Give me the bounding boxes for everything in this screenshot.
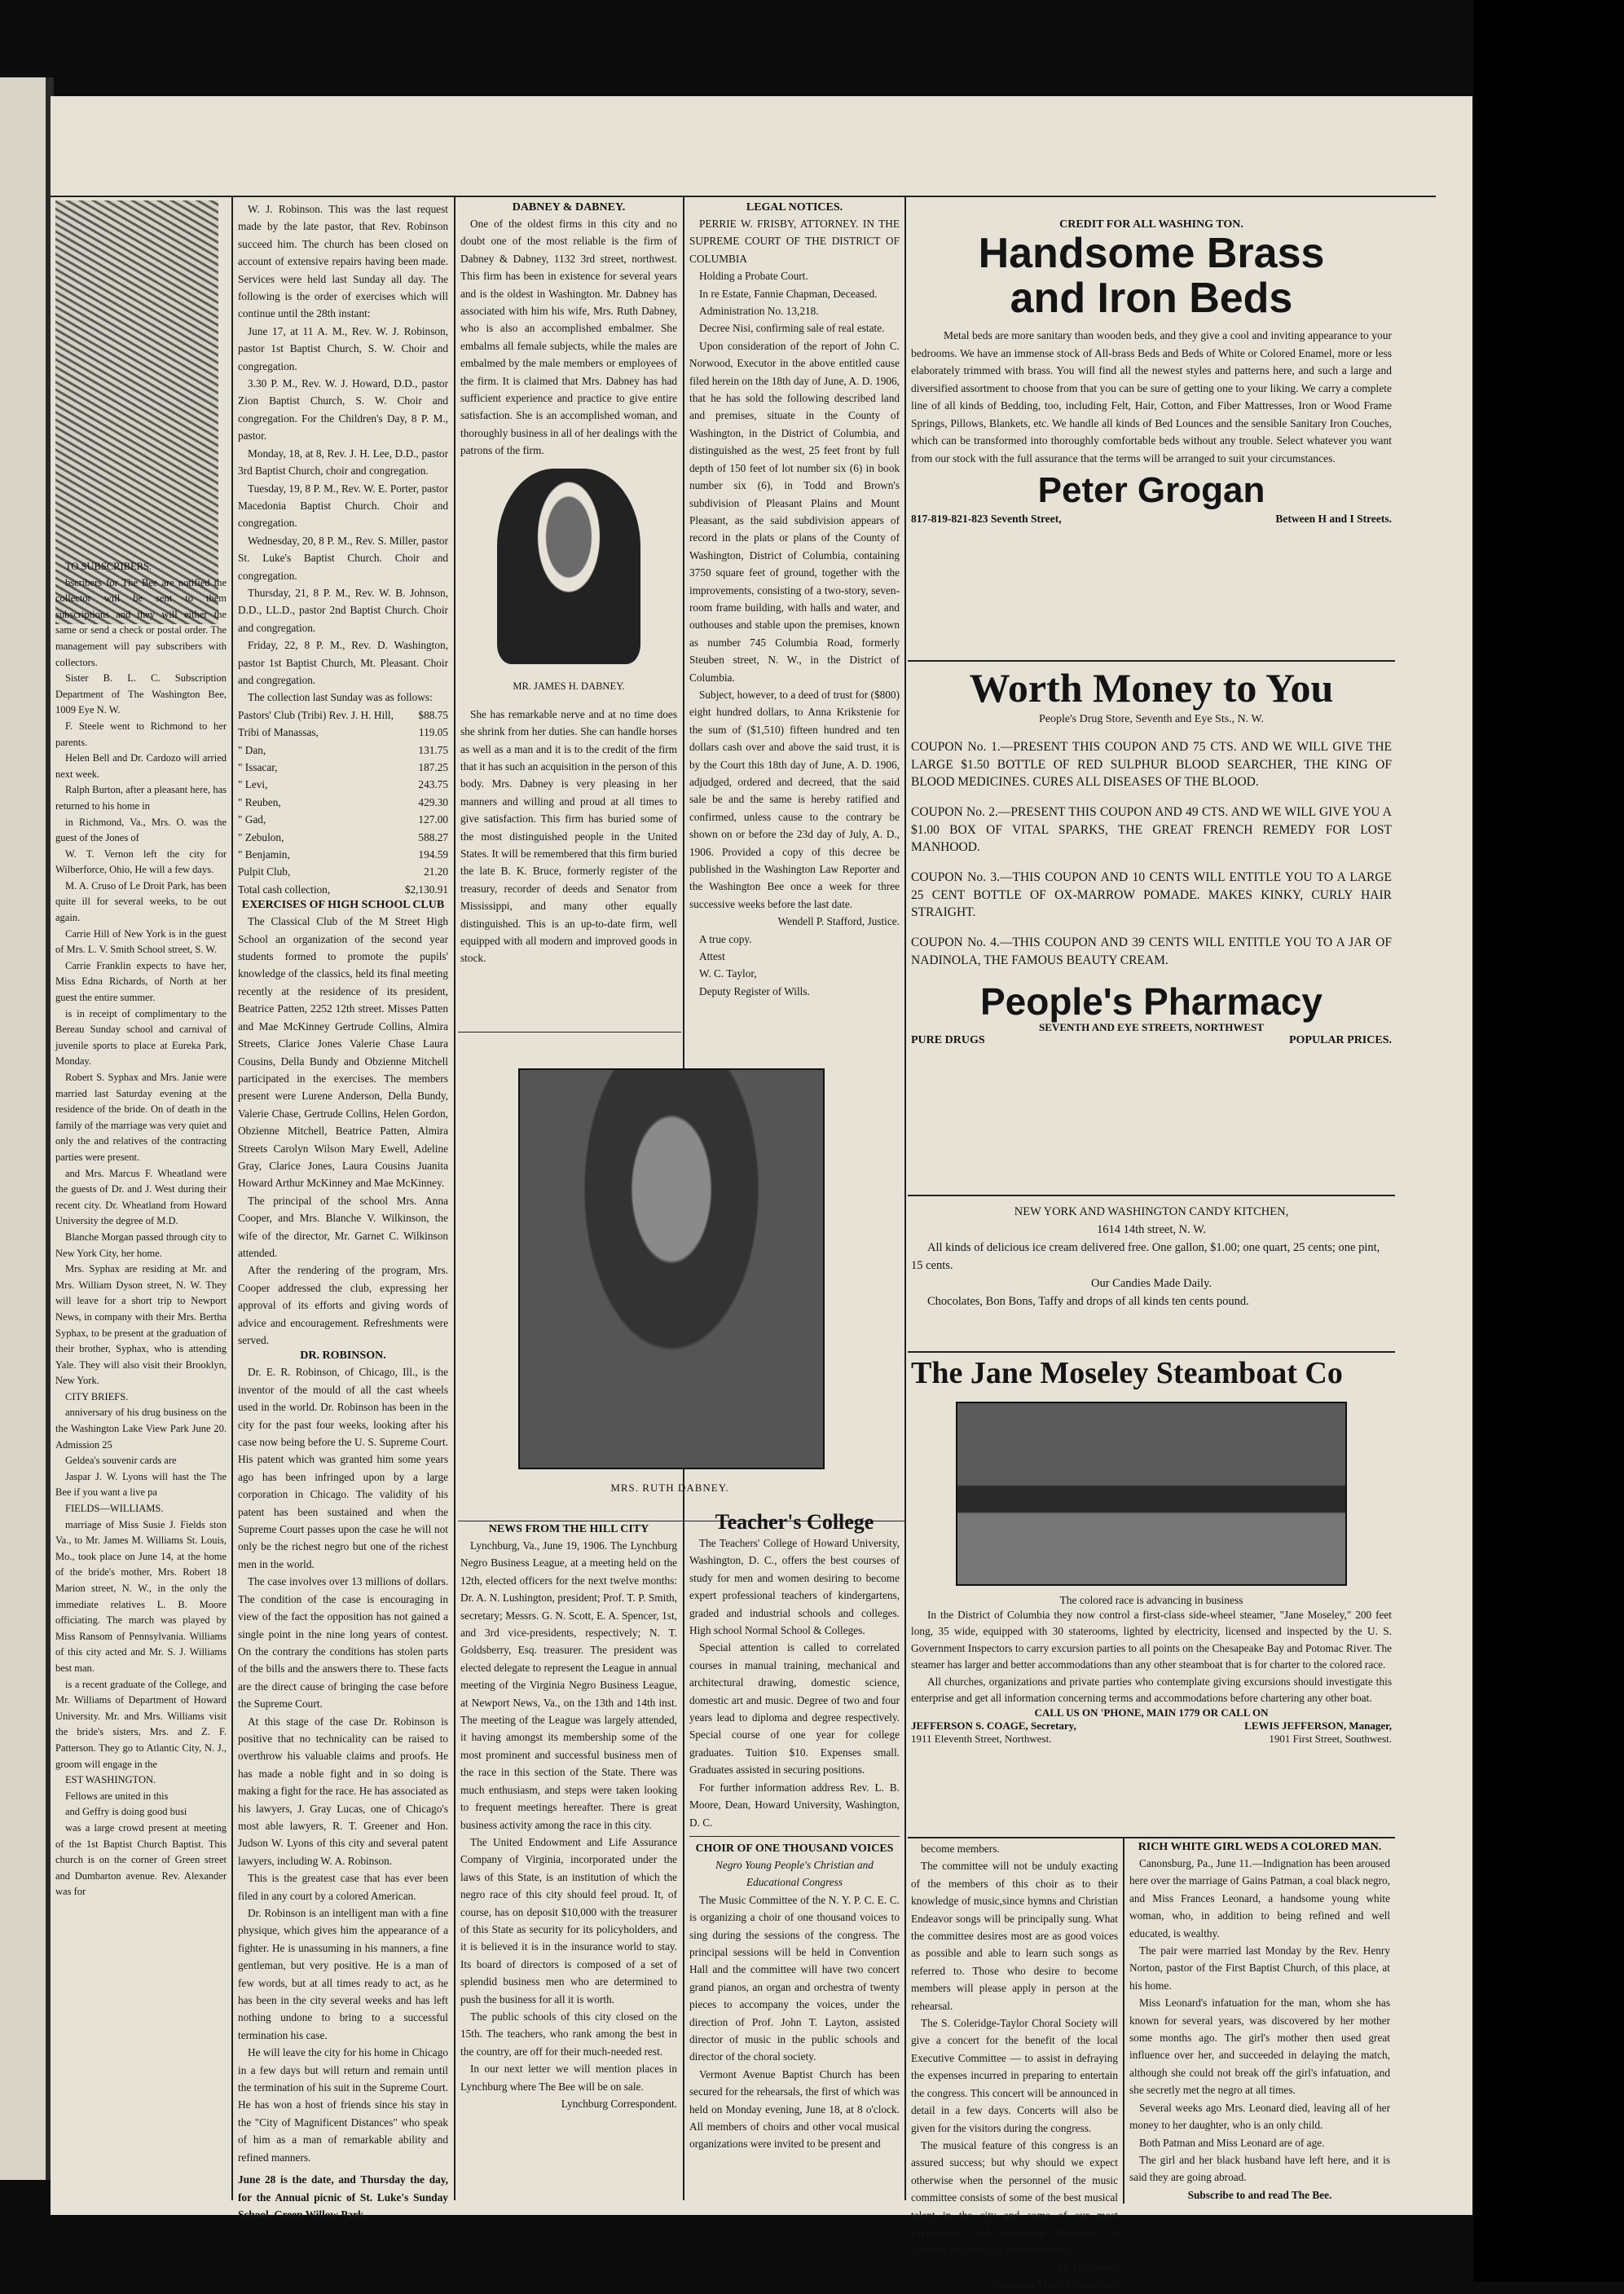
table-row (238, 846, 448, 863)
paragraph: anniversary of his drug business on the the Washington Lake View Park June 20. Admission 25 (55, 1407, 227, 1451)
paragraph: Tuesday, 19, 8 P. M., Rev. W. E. Porter, pastor Macedonia Baptist Church. Choir and congregation. (238, 482, 448, 530)
paragraph: In re Estate, Fannie Chapman, Deceased. (699, 287, 878, 300)
collection-amount: 119.05 (418, 726, 448, 739)
table-row (238, 794, 448, 811)
ad-steamboat-secretary-address: 1911 Eleventh Street, Northwest. (911, 1733, 1052, 1746)
attest-line: Attest (699, 950, 725, 963)
collection-amount: 21.20 (424, 865, 448, 878)
attest-line: Deputy Register of Wills. (699, 984, 810, 997)
choir-subheading: Negro Young People's Christian and Educational Congress (715, 1858, 874, 1889)
ad-rule (908, 1351, 1395, 1353)
paragraph: The committee will not be unduly exacting of the members of this choir as to their knowledge of music,since hymns and Christian Endeavor songs will be principally sung. What the committee desires most are as good voices as possible and able to learn such songs as referred to. Those who desire to become members will please apply in person at the rehearsal. (911, 1860, 1118, 2012)
table-row (238, 863, 448, 880)
ad-steamboat (911, 1358, 1392, 1830)
heading-choir: CHOIR OF ONE THOUSAND VOICES (695, 1842, 894, 1855)
ad-beds-title-line2: and Iron Beds (1010, 274, 1293, 322)
attest-line: A true copy. (699, 932, 752, 945)
ad-brass-beds (911, 218, 1392, 638)
paragraph: After the rendering of the program, Mrs. Cooper addressed the club, expressing her approval of its efforts and giving words of advice and encouragement. Refreshments were served. (238, 1264, 448, 1346)
ad-beds-cross-streets: Between H and I Streets. (1275, 513, 1392, 526)
collection-label: Tribi of Manassas, (238, 726, 319, 739)
ad-pharmacy-prices: POPULAR PRICES. (1288, 1033, 1392, 1046)
coupon: COUPON No. 2.—PRESENT THIS COUPON AND 49 CTS. AND WE WILL GIVE YOU A $1.00 BOX OF VITAL SPARKS, THE GREAT FRENCH REMEDY FOR LOST MANHOOD. (911, 805, 1392, 854)
column-rule (454, 196, 456, 2200)
column-4-lower (689, 1510, 900, 2211)
newspaper-page (51, 96, 1472, 2292)
paragraph: Carrie Franklin expects to have her, Miss Edna Richards, of North at her guest the entire summer. (55, 959, 227, 1004)
heading-teachers-college: Teacher's College (715, 1510, 874, 1534)
paragraph: PERRIE W. FRISBY, ATTORNEY. IN THE SUPREME COURT OF THE DISTRICT OF COLUMBIA (689, 218, 900, 265)
heading-hill-city: NEWS FROM THE HILL CITY (488, 1523, 649, 1535)
collection-label: Pulpit Club, (238, 865, 291, 878)
steamboat-photo (956, 1402, 1347, 1586)
ad-steamboat-manager: LEWIS JEFFERSON, Manager, (1244, 1719, 1392, 1733)
paragraph: The Teachers' College of Howard University, Washington, D. C., offers the best courses of study for men and women desiring to become expert professional teachers of kindergartens, graded and industrial schools and colleges. High school Normal School & Colleges. (689, 1537, 900, 1637)
signature-line: W. H. Conner (1058, 2261, 1118, 2274)
paragraph: Blanche Morgan passed through city to New York City, her home. (55, 1231, 227, 1259)
paragraph: Geldea's souvenir cards are (65, 1455, 177, 1467)
subscribe-footer: Subscribe to and read The Bee. (1187, 2188, 1332, 2201)
paragraph: Decree Nisi, confirming sale of real estate. (699, 322, 885, 335)
ad-beds-title-line1: Handsome Brass (978, 230, 1325, 277)
portrait-caption: MR. JAMES H. DABNEY. (513, 680, 625, 692)
collection-label: Total cash collection, (238, 883, 331, 896)
ad-steamboat-secretary: JEFFERSON S. COAGE, Secretary, (911, 1719, 1076, 1733)
collection-amount: $2,130.91 (404, 883, 448, 896)
paragraph: CITY BRIEFS. (65, 1390, 129, 1402)
table-row (238, 811, 448, 828)
table-row (238, 776, 448, 793)
collection-label: " Gad, (238, 813, 266, 826)
ad-pharmacy-pure-drugs: PURE DRUGS (911, 1033, 985, 1046)
collection-amount: 429.30 (418, 795, 448, 808)
table-row (238, 724, 448, 741)
paragraph: W. J. Robinson. This was the last request made by the late pastor, that Rev. Robinson succeed him. The church has been closed on account of extensive repairs having been made. Services were held last Sunday all day. The following is the order of exercises which will continue until the 28th instant: (238, 203, 448, 320)
paragraph: W. T. Vernon left the city for Wilberforce, Ohio, He will a few days. (55, 848, 227, 876)
ad-steamboat-call: CALL US ON 'PHONE, MAIN 1779 OR CALL ON (1034, 1706, 1269, 1719)
justice-signature: Wendell P. Stafford, Justice. (777, 915, 900, 928)
column-4 (689, 200, 900, 1097)
scan-background (1473, 0, 1624, 2282)
ad-candy-title: NEW YORK AND WASHINGTON CANDY KITCHEN, (1014, 1205, 1289, 1218)
column-rule (1123, 1837, 1124, 2204)
collection-label: " Issacar, (238, 761, 278, 773)
paragraph: Wednesday, 20, 8 P. M., Rev. S. Miller, pastor St. Luke's Baptist Church. Choir and congregation. (238, 534, 448, 582)
coupon: COUPON No. 3.—THIS COUPON AND 10 CENTS WILL ENTITLE YOU TO A LARGE 25 CENT BOTTLE OF OX-MARROW POMADE. MAKES KINKY, CURLY HAIR STRAIGHT. (911, 870, 1392, 919)
paragraph: Special attention is called to correlated courses in manual training, mechanical and architectural drawing, domestic science, domestic art and music. Degree of two and four years lead to diploma and degree respectively. Special course of one year for college graduates. Tuition $10. Expenses small. Graduates assisted in securing positions. (689, 1641, 900, 1777)
paragraph: This is the greatest case that has ever been filed in any court by a colored American. (238, 1872, 448, 1902)
heading-dabney: DABNEY & DABNEY. (512, 201, 626, 214)
paragraph: Miss Leonard's infatuation for the man, whom she has known for several years, was discovered by her mother some months ago. The girl's mother then used great influence over her, and succeeded in delaying the match, although she could not break off the girl's infatuation, and she secretly met the negro at all times. (1129, 1997, 1390, 2097)
heading-legal-notices: LEGAL NOTICES. (746, 201, 843, 214)
ad-candy-made-daily: Our Candies Made Daily. (1090, 1277, 1212, 1290)
column-6-lower (1129, 1840, 1390, 2207)
heading-exercises: EXERCISES OF HIGH SCHOOL CLUB (241, 899, 445, 912)
picnic-notice: June 28 is the date, and Thursday the day, for the Annual picnic of St. Luke's Sunday School. Green Willow Park. (238, 2173, 448, 2221)
paragraph: EST WASHINGTON. (65, 1774, 156, 1786)
ad-pharmacy-address: SEVENTH AND EYE STREETS, NORTHWEST (1039, 1020, 1264, 1033)
table-row (238, 742, 448, 759)
ad-rule (908, 1837, 1395, 1838)
paragraph: Jaspar J. W. Lyons will hast the The Bee if you want a live pa (55, 1470, 227, 1499)
collection-table (238, 707, 448, 898)
heading-dr-robinson: DR. ROBINSON. (300, 1350, 386, 1363)
paragraph: In our next letter we will mention places in Lynchburg where The Bee will be on sale. (460, 2063, 677, 2093)
paragraph: The pair were married last Monday by the Rev. Henry Norton, pastor of the First Baptist Church, of this place, at his home. (1129, 1944, 1390, 1992)
paragraph: Several weeks ago Mrs. Leonard died, leaving all of her money to her daughter, who is an only child. (1129, 2101, 1390, 2132)
table-row (238, 759, 448, 776)
coupon: COUPON No. 4.—THIS COUPON AND 39 CENTS WILL ENTITLE YOU TO A JAR OF NADINOLA, THE FAMOUS BEAUTY CREAM. (911, 936, 1392, 967)
ad-steamboat-subtitle: The colored race is advancing in business (1059, 1593, 1243, 1606)
column-1 (55, 559, 227, 2189)
paragraph: Fellows are united in this (65, 1790, 169, 1802)
collection-amount: 243.75 (418, 778, 448, 791)
paragraph: Dr. Robinson is an intelligent man with a fine physique, which gives him the appearance of a fighter. He is unassuming in his manners, a fine gentleman, but very positive. He is a man of few words, but at all times ready to act, as he has been in the city several weeks and has left nothing undone to bring to a successful termination his case. (238, 1907, 448, 2041)
photo-caption: MRS. RUTH DABNEY. (610, 1482, 729, 1494)
paragraph: Dr. E. R. Robinson, of Chicago, Ill., is the inventor of the mould of all the cast wheels used in the world. Dr. Robinson has been in the city for the past four weeks, looking after his case now being before the U. S. Supreme Court. His patent which was granted him some years ago has been infringed upon by a large corporation in Chicago. The validity of his patent has been sustained and when the Supreme Court passes upon the case he will not only be the richest negro but one of the richest men in the world. (238, 1366, 448, 1570)
paragraph: marriage of Miss Susie J. Fields ston Va., to Mr. James M. Williams St. Louis, Mo., took place on June 14, at the home of the bride's mother, Mrs. Robert 18 Marion street, N. W., in the only the immediate relatives L. B. Moore officiating. The march was played by Miss Ransom of Pennsylvania. Williams of this city acted and Mr. S. J. Williams best man. (55, 1518, 227, 1674)
paragraph: TO SUBSCRIBERS. (65, 561, 152, 572)
portrait-james-dabney (497, 469, 640, 664)
coupon: COUPON No. 1.—PRESENT THIS COUPON AND 75 CTS. AND WE WILL GIVE THE LARGE $1.50 BOTTLE OF RED SULPHUR BLOOD SEARCHER, THE KING OF BLOOD MEDICINES. CURES ALL DISEASES OF THE BLOOD. (911, 740, 1392, 789)
collection-label: " Levi, (238, 778, 268, 791)
collection-amount: 127.00 (418, 813, 448, 826)
paragraph: Vermont Avenue Baptist Church has been secured for the rehearsals, the first of which was held on Monday evening, June 18, at 8 o'clock. All members of choirs and other vocal musical organizations were invited to be present and (689, 2067, 900, 2151)
paragraph: The musical feature of this congress is an assured success; but why should we expect otherwise when the personnel of the music committee consists of some of the best musical talent in the city and some of our most experienced and successful managers of concerts and musical entertainments? (911, 2138, 1118, 2257)
collection-amount: 187.25 (418, 761, 448, 773)
paragraph: Upon consideration of the report of John C. Norwood, Executor in the above entitled cause filed herein on the 18th day of June, A. D. 1906, that he has sold the following described land and premises, situate in the County of Washington, in the District of Columbia, and distinguished as the west, 25 feet front by full depth of 150 feet of lot number six (6) in book number six (6), in Todd and Brown's subdivision of Pleasant Plains and Mount Pleasant, as the said subdivision appears of record in the plats or plans of the County of Washington, District of Columbia, containing 3750 square feet of ground, together with the improvements, consisting of a two-story, seven-room frame building, with halls and water, and outhouses and stable upon the premises, known as number 745 Columbia Road, formerly Steuben street, N. W., in the District of Columbia. (689, 339, 900, 684)
ad-candy-prices: All kinds of delicious ice cream delivered free. One gallon, $1.00; one quart, 25 cents; one pint, 15 cents. (911, 1241, 1380, 1272)
paragraph: The S. Coleridge-Taylor Choral Society will give a concert for the benefit of the local Executive Committee — to assist in defraying the expenses incurred in preparing to entertain the congress. This concert will be announced in detail in a few days. Concerts will also be given for the visitors during the congress. (911, 2017, 1118, 2134)
table-row (238, 707, 448, 724)
collection-amount: 588.27 (418, 830, 448, 843)
paragraph: Sister B. L. C. Subscription Department of The Washington Bee, 1009 Eye N. W. (55, 672, 227, 716)
collection-label: " Dan, (238, 743, 266, 756)
ad-candy-address: 1614 14th street, N. W. (1096, 1223, 1207, 1236)
paragraph: was a large crowd present at meeting of the 1st Baptist Church Baptist. This church is on the corner of Green street and Dumbarton avenue. Rev. Alexander was for (55, 1821, 227, 1898)
collection-label: " Benjamin, (238, 848, 290, 861)
paragraph: The girl and her black husband have left here, and it is said they are going abroad. (1129, 2153, 1390, 2184)
collection-label: " Reuben, (238, 795, 281, 808)
column-3-lower (460, 1522, 677, 2215)
paragraph: At this stage of the case Dr. Robinson is positive that no technicality can be raised to overthrow his valuable claims and proofs. He has made a noble fight and in so doing is making a fight for the race. He has associated as his lawyers, J. Gray Lucas, one of Chicago's most able lawyers, R. T. Greener and Hon. Judson W. Lyons of this city and several patent lawyers, including W. A. Robinson. (238, 1715, 448, 1867)
paragraph: Subject, however, to a deed of trust for ($800) eight hundred dollars, to Anna Krikstenie for the sum of ($1,510) fifteen hundred and ten dollars cash over and above the said trust, it is by the Court this 18th day of June, A. D. 1906, adjudged, ordered and decreed, that the said sale be and the same is hereby ratified and confirmed, unless cause to the contrary be shown on or before the 23d day of July, A. D., 1906. Provided a copy of this decree be published in the Washington Law Reporter and the Washington Bee once a week for three successive weeks before the last date. (689, 688, 900, 910)
paragraph: Canonsburg, Pa., June 11.—Indignation has been aroused here over the marriage of Gains Patman, a coal black negro, and Miss Frances Leonard, a handsome young white woman, who, in addition to being refined and well educated, is wealthy. (1129, 1857, 1390, 1940)
column-rule (904, 196, 906, 2200)
paragraph: June 17, at 11 A. M., Rev. W. J. Robinson, pastor 1st Baptist Church, S. W. Choir and congregation. (238, 324, 448, 372)
ad-money-subtitle: People's Drug Store, Seventh and Eye Sts., N. W. (1039, 712, 1264, 725)
paragraph: The United Endowment and Life Assurance Company of Virginia, incorporated under the laws of this State, is an institution of which the negro race of this city should feel proud. It, of course, has on deposit $10,000 with the treasurer of this State as security for its policyholders, and it is believed it is in the insurance world to stay. Its board of directors is composed of a set of splendid business men who are determined to push the business for all it is worth. (460, 1835, 677, 2006)
paragraph: The Classical Club of the M Street High School an organization of the second year students formed to promote the pupils' knowledge of the classics, held its final meeting recently at the residence of its president, Beatrice Patten, 2252 12th street. Misses Patten and Mae McKinney Gertrude Collins, Almira Streets, Clarice Jones Valerie Chase Laura Cousins, Della Bundy and Obzienne Mitchell participated in the exercises. The members present were Lurene Anderson, Della Bundy, Valerie Chase, Gertrude Collins, Helen Gordon, Obzienne Mitchell, Beatrice Patten, Almira Streets Carolyn Wilson Mary Ewell, Adeline Gray, Clarice Jones, Laura Cousins Juanita Howard Arthur McKinney and Mae McKinney. (238, 915, 448, 1190)
table-row (238, 881, 448, 898)
ad-beds-address: 817-819-821-823 Seventh Street, (911, 513, 1062, 526)
paragraph: 3.30 P. M., Rev. W. J. Howard, D.D., pastor Zion Baptist Church, S. W. Choir and congregation. For the Children's Day, 8 P. M., pastor. (238, 377, 448, 443)
paragraph: Administration No. 13,218. (699, 305, 819, 318)
paragraph: FIELDS—WILLIAMS. (65, 1503, 164, 1515)
ad-beds-body: Metal beds are more sanitary than wooden beds, and they give a cool and inviting appearance to your bedrooms. We have an immense stock of All-brass Beds and Beds of White or Colored Enamel, more or less elaborately trimmed with brass. You will find all the newest styles and patterns here, and such a large and diversified assortment to choose from that you can be sure of getting one to your liking. We carry a complete line of all kinds of Bedding, too, including Felt, Hair, Cotton, and Fiber Mattresses, Iron or Wood Frame Springs, Pillows, Blankets, etc. We handle all kinds of Bed Lounces and the sensible Sanitary Iron Couches, which can be transformed into thoroughly comfortable beds without any trouble. Select whatever you want from our stock with the full assurance that the terms will be arranged to suit your circumstances. (911, 329, 1392, 465)
ad-steamboat-body: In the District of Columbia they now control a first-class side-wheel steamer, "Jane Moseley," 200 feet long, 35 wide, equipped with 30 staterooms, lighted by electricity, licensed and inspected by the U. S. Government Inspectors to carry excursion parties to all points on the Chesapeake Bay and Potomac River. The steamer has larger and better accommodations than any other steamboat that is for charter to the colored race. (911, 1608, 1392, 1671)
paragraph: Helen Bell and Dr. Cardozo will arried next week. (55, 752, 227, 780)
ad-steamboat-title: The Jane Moseley Steamboat Co (911, 1356, 1343, 1390)
ad-beds-credit: CREDIT FOR ALL WASHING TON. (1059, 218, 1243, 231)
collection-label: Pastors' Club (Tribi) Rev. J. H. Hill, (238, 708, 394, 721)
ad-steamboat-manager-address: 1901 First Street, Southwest. (1269, 1733, 1392, 1746)
heading-rich-white-girl: RICH WHITE GIRL WEDS A COLORED MAN. (1138, 1841, 1382, 1853)
paragraph: One of the oldest firms in this city and no doubt one of the most reliable is the firm of Dabney & Dabney, 1132 3rd street, northwest. This firm has been in existence for several years and is the oldest in Washington. Mr. Dabney has associated with him his wife, Mrs. Ruth Dabney, who is also an accomplished embalmer. She embalms all female subjects, while the males are embalmed by the male members or employees of the firm. It is claimed that Mrs. Dabney has had sufficient experience and practice to give entire satisfaction. She is an accomplished woman, and thoroughly business in all of her dealings with the patrons of the firm. (460, 218, 677, 457)
collection-label: " Zebulon, (238, 830, 284, 843)
ad-beds-merchant: Peter Grogan (1037, 470, 1265, 511)
paragraph: in Richmond, Va., Mrs. O. was the guest of the Jones of (55, 816, 227, 844)
paragraph: Holding a Probate Court. (699, 270, 808, 283)
section-rule (689, 1836, 900, 1837)
column-5-lower (911, 1840, 1118, 2292)
paragraph: F. Steele went to Richmond to her parents. (55, 720, 227, 748)
ad-rule (908, 1195, 1395, 1196)
ad-worth-money (911, 667, 1392, 1188)
paragraph: Lynchburg, Va., June 19, 1906. The Lynchburg Negro Business League, at a meeting held on the 12th, elected officers for the next twelve months: Dr. A. N. Lushington, president; Prof. T. P. Smith, secretary; Messrs. G. N. Scott, E. A. Spencer, 1st, and 3rd vice-presidents, respectively; N. T. Goldsberry, Esq. treasurer. The president was elected delegate to represent the League in annual meeting of the Virginia Negro Business League, at Newport News, Va., on the 13th and 14th inst. The meeting of the League was largely attended, it having amongst its membership some of the most prominent and successful business men of the race in this section of the State. There was much enthusiasm, and steps were taken looking to frequent meetings hereafter. There is great business activity among the race in this city. (460, 1539, 677, 1831)
paragraph: The principal of the school Mrs. Anna Cooper, and Mrs. Blanche V. Wilkinson, the wife of the director, Mr. Garnet C. Wilkinson attended. (238, 1194, 448, 1259)
paragraph: and Mrs. Marcus F. Wheatland were the guests of Dr. and J. West during their recent city. Dr. Wheatland from Howard University the degree of M.D. (55, 1167, 227, 1227)
paragraph: become members. (921, 1843, 1000, 1855)
section-rule (458, 1032, 681, 1033)
paragraph: Thursday, 21, 8 P. M., Rev. W. B. Johnson, D.D., LL.D., pastor 2nd Baptist Church. Choir and congregation. (238, 586, 448, 634)
paragraph: bscribers for The Bee are notified the collector will be sent to them subscriptions and they will either the same or send a check or postal order. The management will pay subscribers with collectors. (55, 576, 227, 668)
top-rule (51, 196, 1436, 197)
ad-money-title: Worth Money to You (969, 665, 1334, 711)
paragraph: The public schools of this city closed on the 15th. The teachers, who rank among the best in the country, are off for their much-needed rest. (460, 2010, 677, 2058)
facing-page-edge (0, 77, 46, 2180)
paragraph: The case involves over 13 millions of dollars. The condition of the case is encouraging in view of the fact the opposition has not gained a single point in the nine long years of contest. On the contrary the conditions has stolen parts of the bills and the answers there to. These facts are the direct cause of bringing the case before the Supreme Court. (238, 1575, 448, 1711)
column-rule (231, 196, 233, 2200)
paragraph: Monday, 18, at 8, Rev. J. H. Lee, D.D., pastor 3rd Baptist Church, choir and congregation. (238, 447, 448, 478)
paragraph: Robert S. Syphax and Mrs. Janie were married last Saturday evening at the residence of the bride. On of death in the family of the marriage was very quiet and only the and relatives of the contracting parties were present. (55, 1072, 227, 1163)
correspondent-signoff: Lynchburg Correspondent. (561, 2098, 677, 2110)
collection-amount: $88.75 (418, 708, 448, 721)
photo-ruth-dabney (518, 1068, 825, 1469)
ad-candy-chocolates: Chocolates, Bon Bons, Taffy and drops of all kinds ten cents pound. (927, 1295, 1249, 1308)
paragraph: The Music Committee of the N. Y. P. C. E. C. is organizing a choir of one thousand voices to sing during the sessions of the congress. The principal sessions will be held in Convention Hall and the committee will have two concert grand pianos, an organ and orchestra of twenty pieces to accompany the voices, under the direction of Prof. John T. Layton, assisted director of music in the public schools and director of the choral society. (689, 1893, 900, 2063)
paragraph: Mrs. Syphax are residing at Mr. and Mrs. William Dyson street, N. W. They will leave for a short trip to Newport News, in company with their Mrs. Bertha Syphax, to be present at the graduation of their brother, Syphax, who is attending Yale. They will also visit their Brooklyn, New York. (55, 1263, 227, 1387)
signature-line: Chairman Music Committee. (992, 2279, 1118, 2292)
collection-amount: 194.59 (418, 848, 448, 861)
attest-line: W. C. Taylor, (699, 967, 757, 980)
paragraph: For further information address Rev. L. B. Moore, Dean, Howard University, Washington, D. C. (689, 1781, 900, 1829)
paragraph: Carrie Hill of New York is in the guest of Mrs. L. V. Smith School street, S. W. (55, 927, 227, 956)
paragraph: Both Patman and Miss Leonard are of age. (1139, 2136, 1325, 2149)
ad-pharmacy-name: People's Pharmacy (979, 980, 1323, 1023)
paragraph: is a recent graduate of the College, and Mr. Williams of Department of Howard University. Mr. and Mrs. Williams visit the bride's sisters, Mrs. and Z. F. Patterson. They go to Atlantic City, N. J., groom will engage in the (55, 1678, 227, 1770)
column-2 (238, 200, 448, 2221)
paragraph: and Geffry is doing good busi (65, 1806, 187, 1818)
paragraph: He will leave the city for his home in Chicago in a few days but will return and remain until the termination of his suit in the Supreme Court. He has won a host of friends since his stay in the "City of Magnificent Distances" who speak of him as a man of remarkable ability and refined manners. (238, 2046, 448, 2164)
paragraph: The collection last Sunday was as follows: (248, 691, 433, 704)
ad-candy-kitchen (911, 1203, 1392, 1345)
table-row (238, 829, 448, 846)
paragraph: She has remarkable nerve and at no time does she shrink from her duties. She can handle horses as well as a man and it is to the credit of the firm that it has such an acquisition in the person of this body. Mrs. Dabney is very pleasing in her manners and willing and proud at all times to give satisfaction. This firm has buried some of the most distinguished people in the United States. It will be remembered that this firm buried the late B. K. Bruce, formerly register of the treasury, recorder of deeds and Senator from Mississippi, and many other equally distinguished. This is an up-to-date firm, well equipped with all modern and improved goods in stock. (460, 707, 677, 965)
paragraph: Friday, 22, 8 P. M., Rev. D. Washington, pastor 1st Baptist Church, Mt. Pleasant. Choir and congregation. (238, 639, 448, 686)
paragraph: Ralph Burton, after a pleasant here, has returned to his home in (55, 784, 227, 812)
collection-amount: 131.75 (418, 743, 448, 756)
portrait-area (460, 465, 677, 701)
ad-steamboat-body2: All churches, organizations and private parties who contemplate giving excursions should investigate this enterprise and get all information concerning terms and accommodations before chartering any other boat. (911, 1675, 1392, 1704)
paragraph: is in receipt of complimentary to the Bereau Sunday school and carnival of juvenile sports to place at Eureka Park, Monday. (55, 1007, 227, 1068)
ad-rule (908, 660, 1395, 662)
paragraph: M. A. Cruso of Le Droit Park, has been quite ill for several weeks, to be out again. (55, 879, 227, 924)
